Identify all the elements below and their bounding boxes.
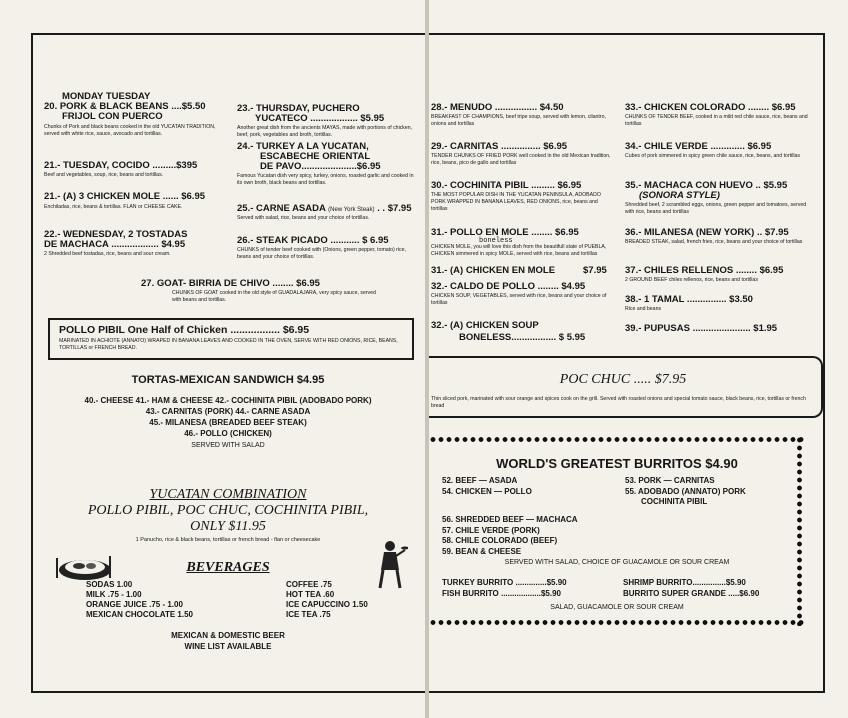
item-32-title: 32.- CALDO DE POLLO ........ $4.95 (431, 281, 586, 292)
item-21-description: Beef and vegetables, soup, rice, beans and tortillas. (44, 172, 164, 178)
tortas-line-2: 43.- CARNITAS (PORK) 44.- CARNE ASADA (145, 407, 311, 416)
yucatan-title: YUCATAN COMBINATION (149, 487, 307, 502)
item-25-description: Served with salad, rice, beans and your choice of tortillas. (237, 215, 370, 221)
burritos-served: SERVED WITH SALAD, CHOICE OF GUACAMOLE OR SOUR CREAM (504, 559, 730, 566)
item-24-subtitle-2: DE PAVO.....................$6.95 (260, 161, 381, 172)
item-35-description: Shredded beef, 2 scrambled eggs, onions, green pepper and tomatoes, served with rice, beans and tortillas (625, 202, 807, 215)
item-21a-description: Enchiladas, rice, beans & tortillas. FLAN or CHEESE CAKE. (44, 204, 183, 210)
item-33-description: CHUNKS OF TENDER BEEF, cooked in a mild red chile sauce, rice, beans and tortillas (625, 114, 808, 127)
beer-line: MEXICAN & DOMESTIC BEER (171, 631, 285, 640)
burritos-list (442, 515, 578, 557)
beverages-title: BEVERAGES (186, 560, 270, 575)
tortas-line-1: 40.- CHEESE 41.- HAM & CHEESE 42.- COCHINITA PIBIL (ADOBADO PORK) (84, 396, 372, 405)
item-26-title: 26.- STEAK PICADO ........... $ 6.95 (237, 235, 389, 246)
beverage-item: ICE TEA .75 (286, 610, 331, 619)
burrito-item: 53. PORK — CARNITAS (625, 476, 715, 485)
yucatan-line-1: POLLO PIBIL, POC CHUC, COCHINITA PIBIL, (87, 503, 369, 518)
item-32a-subtitle: BONELESS................. $ 5.95 (459, 332, 586, 343)
item-36-description: BREADED STEAK, salad, french fries, rice, beans and your choice of tortillas (625, 239, 803, 245)
poc-chuc-title: POC CHUC ..... $7.95 (559, 372, 687, 387)
item-24-subtitle: ESCABECHE ORIENTAL (260, 151, 371, 162)
item-30-title: 30.- COCHINITA PIBIL ......... $6.95 (431, 180, 582, 191)
beverage-item: MEXICAN CHOCOLATE 1.50 (86, 610, 193, 619)
item-25-title: 25.- CARNE ASADA (237, 203, 326, 214)
poc-chuc-description: Thin sliced pork, marinated with sour orange and spices cook on the grill. Served with roasted onions and special tomato sauce, black beans, rice, tortillas or french bread (431, 396, 806, 409)
item-38-description: Rice and beans (625, 306, 662, 312)
beverage-item: HOT TEA .60 (286, 590, 335, 599)
tortas-title: TORTAS-MEXICAN SANDWICH $4.95 (131, 374, 325, 386)
item-20-subtitle: FRIJOL CON PUERCO (62, 111, 163, 122)
item-24-description: Famous Yucatan dish very spicy, turkey, onions, roasted garlic and cooked in its own broth, black beans and tortillas. (237, 173, 414, 186)
burritos-footer: SALAD, GUACAMOLE OR SOUR CREAM (550, 604, 684, 611)
burrito-dots-right (796, 436, 803, 626)
burritos-title: WORLD'S GREATEST BURRITOS $4.90 (496, 456, 738, 471)
item-34-description: Cubes of pork simmered in spicy green chile sauce, rice, beans, and tortillas (625, 153, 801, 159)
burrito-dots-top (429, 436, 805, 443)
beverage-item: ICE CAPUCCINO 1.50 (286, 600, 368, 609)
item-25-price: . . $7.95 (377, 203, 412, 214)
item-37-description: 2 GROUND BEEF chiles rellenos, rice, beans and tortillas (625, 277, 758, 283)
item-36-title: 36.- MILANESA (NEW YORK) .. $7.95 (625, 227, 789, 238)
item-34-title: 34.- CHILE VERDE ............. $6.95 (625, 141, 772, 152)
item-23-description: Another great dish from the ancients MAYAS, made with portions of chicken, beef, pork, vegetables and broth, tortillas. (237, 125, 413, 138)
tortas-served: SERVED WITH SALAD (191, 442, 265, 449)
item-28-description: BREAKFAST OF CHAMPIONS, beef tripe soup, served with lemon, cilantro, onions and tortillas (431, 114, 606, 127)
burrito-item: 55. ADOBADO (ANNATO) PORK (625, 486, 746, 496)
item-31a-price: $7.95 (583, 265, 607, 276)
item-31-note: boneless (479, 237, 513, 245)
burrito-item: 58. CHILE COLORADO (BEEF) (442, 536, 558, 545)
item-24-title: 24.- TURKEY A LA YUCATAN, (237, 141, 369, 152)
item-27-description: CHUNKS OF GOAT cooked in the old style of GUADALAJARA, very spicy sauce, served with beans and tortillas. (172, 290, 376, 303)
burrito-specials-left (442, 578, 567, 599)
item-39-title: 39.- PUPUSAS ...................... $1.95 (625, 323, 778, 334)
item-35-title: 35.- MACHACA CON HUEVO .. $5.95 (625, 180, 788, 191)
burrito-item: COCHINITA PIBIL (641, 497, 708, 506)
item-30-description: THE MOST POPULAR DISH IN THE YUCATAN PENINSULA, ADOBADO PORK WRAPPED IN BANANA LEAVES, RED ONIONS, rice, beans and tortillas (431, 192, 601, 212)
item-31a-title: 31.- (A) CHICKEN EN MOLE (431, 265, 556, 276)
item-28-title: 28.- MENUDO ................ $4.50 (431, 102, 564, 113)
burrito-specials-right (623, 578, 759, 599)
burrito-item: 54. CHICKEN — POLLO (442, 486, 532, 496)
item-31-title: 31.- POLLO EN MOLE ........ $6.95 (431, 227, 579, 238)
burrito-special: TURKEY BURRITO ..............$5.90 (442, 578, 567, 587)
item-29-description: TENDER CHUNKS OF FRIED PORK well cooked in the old Mexican tradition, rice, beans, pico de gallo and tortillas (431, 153, 611, 166)
item-20-description: Chunks of Pork and black beans cooked in the old YUCATAN TRADITION, served with white rice, sauce, avocado and tortillas. (44, 124, 216, 137)
yucatan-description: 1 Panucho, rice & black beans, tortillas or french bread - flan or cheesecake (135, 537, 321, 543)
menu-right-page (429, 0, 848, 718)
item-22-description: 2 Shredded beef tostadas, rice, beans and sour cream. (44, 251, 171, 257)
item-31-description: CHICKEN MOLE, you will love this dish from the beautifull state of PUEBLA, CHICKEN simmered in spicy MOLE, served with rice, beans and tortillas (431, 244, 607, 257)
burrito-special: SHRIMP BURRITO...............$5.90 (623, 578, 746, 587)
item-21-title: 21.- TUESDAY, COCIDO .........$395 (44, 160, 198, 171)
item-23-subtitle: YUCATECO .................. $5.95 (255, 113, 385, 124)
item-32a-title: 32.- (A) CHICKEN SOUP (431, 320, 539, 331)
burrito-special: BURRITO SUPER GRANDE .....$6.90 (623, 588, 760, 598)
burritos-col-b (625, 476, 746, 508)
item-21a-title: 21.- (A) 3 CHICKEN MOLE ...... $6.95 (44, 191, 206, 202)
item-22-subtitle: DE MACHACA .................. $4.95 (44, 239, 186, 250)
yucatan-line-2: ONLY $11.95 (190, 519, 266, 534)
pollo-pibil-description: MARINATED IN ACHIOTE (ANNATO) WRAPED IN BANANA LEAVES AND COOKED IN THE OVEN, SERVE WITH RED ONIONS, RICE, BEANS, TORTILLAS or FRENCH BREAD. (59, 338, 398, 351)
beverage-item: COFFEE .75 (286, 580, 332, 589)
burrito-item: 57. CHILE VERDE (PORK) (442, 525, 540, 535)
burrito-item: 56. SHREDDED BEEF — MACHACA (442, 515, 578, 524)
item-37-title: 37.- CHILES RELLENOS ........ $6.95 (625, 265, 784, 276)
item-26-description: CHUNKS of tender beef cooked with (Onions, green pepper, tomato) rice, beans and your choice of tortillas. (237, 247, 406, 260)
burrito-special: FISH BURRITO ..................$5.90 (442, 588, 561, 598)
item-29-title: 29.- CARNITAS ............... $6.95 (431, 141, 568, 152)
beverage-item: SODAS 1.00 (86, 580, 133, 589)
item-32-description: CHICKEN SOUP, VEGETABLES, served with rice, beans and your choice of tortillas (431, 293, 607, 306)
burrito-dots-bottom (429, 619, 805, 626)
item-38-title: 38.- 1 TAMAL ............... $3.50 (625, 294, 753, 305)
beverages-col-2 (286, 580, 368, 620)
item-23-title: 23.- THURSDAY, PUCHERO (237, 103, 360, 114)
pollo-pibil-title: POLLO PIBIL One Half of Chicken ................. $6.95 (59, 324, 310, 336)
item-35-subtitle: (SONORA STYLE) (639, 190, 720, 201)
poc-chuc-box (429, 356, 823, 418)
item-22-title: 22.- WEDNESDAY, 2 TOSTADAS (44, 229, 188, 240)
beverage-item: MILK .75 - 1.00 (86, 590, 142, 599)
burrito-item: 52. BEEF — ASADA (442, 476, 518, 485)
beverage-item: ORANGE JUICE .75 - 1.00 (86, 600, 183, 609)
tortas-line-3: 45.- MILANESA (BREADED BEEF STEAK) (149, 418, 307, 427)
item-20-title: 20. PORK & BLACK BEANS ....$5.50 (44, 101, 206, 112)
item-33-title: 33.- CHICKEN COLORADO ........ $6.95 (625, 102, 796, 113)
item-25-note: (New York Steak) (328, 207, 375, 213)
burrito-item: 59. BEAN & CHEESE (442, 546, 522, 556)
item-20-days: MONDAY TUESDAY (62, 91, 151, 102)
tortas-line-4: 46.- POLLO (CHICKEN) (184, 429, 272, 438)
pollo-pibil-box (48, 318, 414, 360)
item-27-title: 27. GOAT- BIRRIA DE CHIVO ........ $6.95 (141, 278, 320, 289)
wine-line: WINE LIST AVAILABLE (184, 642, 272, 651)
beverages-col-1 (86, 580, 193, 620)
burritos-col-a (442, 476, 532, 497)
